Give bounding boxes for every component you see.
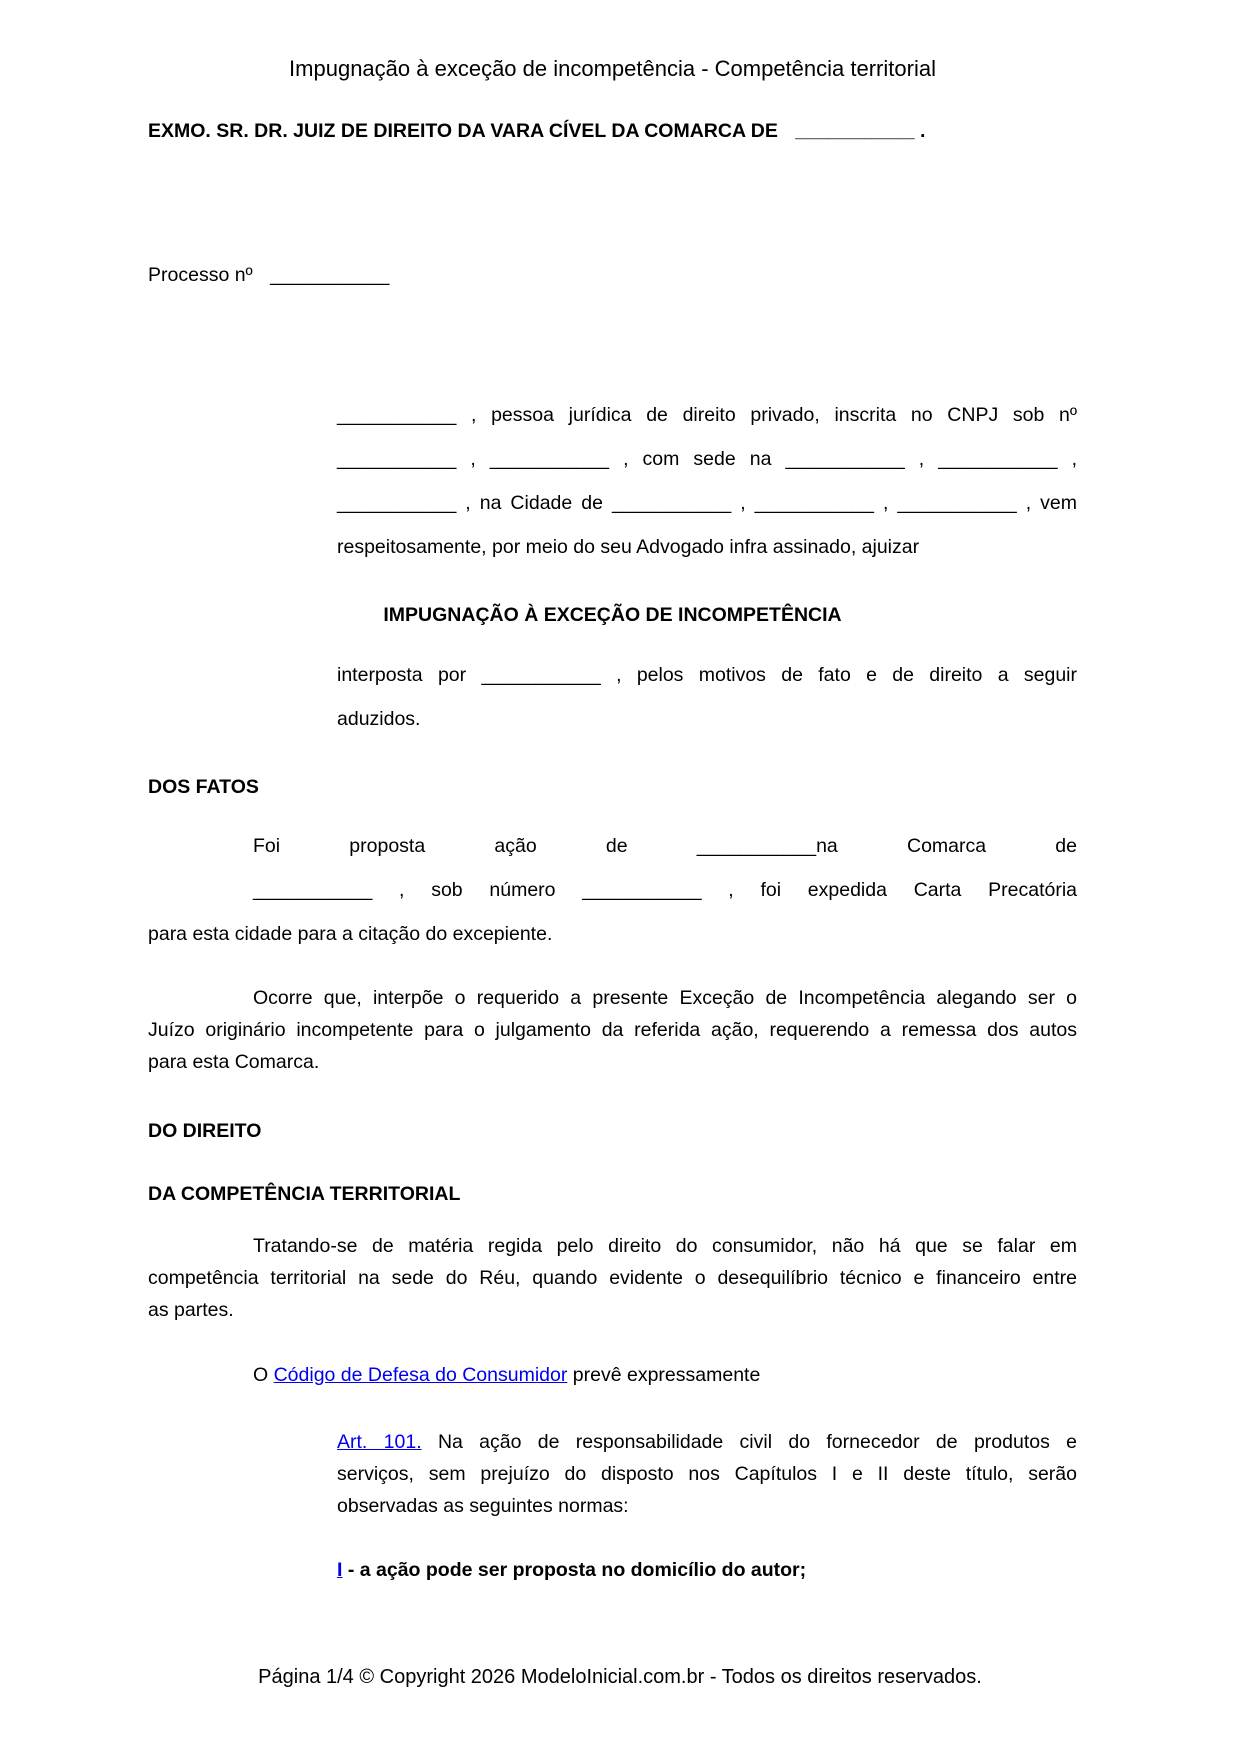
inciso-i-text: - a ação pode ser proposta no domicílio do autor; [347,1559,807,1581]
paragraph-line: serviços, sem prejuízo do disposto nos Capítulos I e II deste título, serão [337,1463,1077,1485]
paragraph-line: interposta por ___________ , pelos motivos de fato e de direito a seguir [337,664,1077,686]
paragraph-line: Tratando-se de matéria regida pelo direito do consumidor, não há que se falar em [253,1235,1077,1257]
paragraph-line: ___________ , na Cidade de ___________ , ___________ , ___________ , vem [337,492,1077,514]
paragraph-line: as partes. [148,1299,234,1321]
page-footer: Página 1/4 © Copyright 2026 ModeloInicial.com.br - Todos os direitos reservados. [258,1666,982,1688]
paragraph-line: Juízo originário incompetente para o julgamento da referida ação, requerendo a remessa dos autos [148,1019,1077,1041]
facts-paragraph [148,824,1077,956]
cdc-prefix: O [253,1364,269,1386]
paragraph-line: Foi proposta ação de ___________na Comarca de [253,835,1077,857]
ocorre-paragraph [148,982,1077,1078]
paragraph-line: respeitosamente, por meio do seu Advogado infra assinado, ajuizar [337,536,920,558]
process-number-line [148,261,1077,289]
heading-do-direito: DO DIREITO [148,1120,262,1142]
cdc-reference-line [148,1359,1077,1391]
art-101-text: Na ação de responsabilidade civil do fornecedor de produtos e [437,1431,1077,1453]
court-addressee-text: EXMO. SR. DR. JUIZ DE DIREITO DA VARA CÍVEL DA COMARCA DE [148,120,778,142]
blank-process-number-field: ___________ [270,264,390,286]
document-title: Impugnação à exceção de incompetência - Competência territorial [289,56,936,81]
paragraph-line: aduzidos. [337,708,421,730]
blank-comarca-field: ___________ [795,120,915,142]
inciso-i-line [337,1554,1077,1586]
paragraph-line: ___________ , pessoa jurídica de direito privado, inscrita no CNPJ sob nº [337,404,1077,426]
cdc-suffix: prevê expressamente [572,1364,761,1386]
paragraph-line: para esta cidade para a citação do excepiente. [148,923,553,945]
heading-dos-fatos: DOS FATOS [148,776,259,798]
court-addressee-line [148,117,1077,145]
court-addressee-suffix: . [919,120,926,142]
document-content [148,0,1077,1586]
cdc-link[interactable]: Código de Defesa do Consumidor [273,1364,568,1386]
art-101-link[interactable]: Art. 101. [337,1431,422,1453]
interposta-paragraph [337,653,1077,741]
paragraph-line: Ocorre que, interpõe o requerido a presente Exceção de Incompetência alegando ser o [253,987,1077,1009]
consumer-law-paragraph [148,1230,1077,1326]
petition-title: IMPUGNAÇÃO À EXCEÇÃO DE INCOMPETÊNCIA [383,604,842,626]
paragraph-line: ___________ , sob número ___________ , foi expedida Carta Precatória [253,879,1077,901]
paragraph-line: competência territorial na sede do Réu, quando evidente o desequilíbrio técnico e financeiro entre [148,1267,1077,1289]
party-qualification-paragraph [337,393,1077,569]
paragraph-line: observadas as seguintes normas: [337,1495,629,1517]
heading-da-competencia-territorial: DA COMPETÊNCIA TERRITORIAL [148,1183,461,1205]
inciso-i-link[interactable]: I [337,1559,343,1581]
process-number-label: Processo nº [148,264,253,286]
art-101-quote [337,1426,1077,1522]
paragraph-line [337,1426,1077,1458]
paragraph-line: para esta Comarca. [148,1051,320,1073]
paragraph-line: ___________ , ___________ , com sede na ___________ , ___________ , [337,448,1077,470]
